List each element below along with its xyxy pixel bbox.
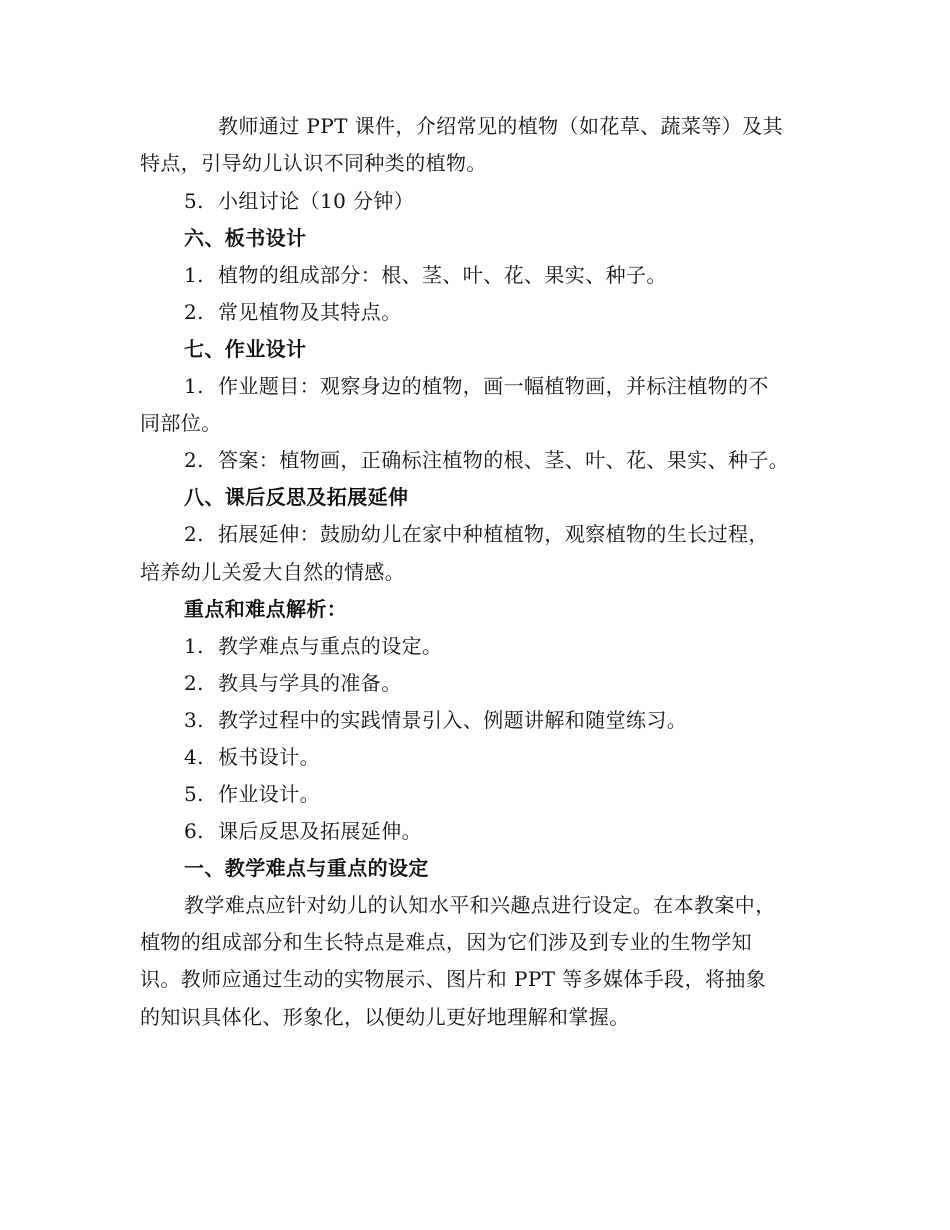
section-heading: 七、作业设计: [184, 337, 307, 361]
list-item: [184, 300, 402, 324]
paragraph-line: 识。教师应通过生动的实物展示、图片和 PPT 等多媒体手段，将抽象: [140, 967, 767, 991]
list-item: [184, 819, 422, 843]
list-number: 4.: [184, 745, 204, 769]
list-item: [184, 782, 320, 806]
paragraph-line: 教学难点应针对幼儿的认知水平和兴趣点进行设定。在本教案中，: [184, 893, 776, 917]
paragraph-line: 的知识具体化、形象化，以便幼儿更好地理解和掌握。: [140, 1005, 630, 1029]
paragraph-line: 教师通过 PPT 课件，介绍常见的植物（如花草、蔬菜等）及其: [218, 114, 783, 138]
list-item: [184, 448, 789, 472]
list-item: [184, 374, 769, 398]
list-item-continuation: 同部位。: [140, 411, 222, 435]
list-item: [184, 708, 687, 732]
list-text: 作业设计。: [218, 782, 320, 806]
section-heading: 一、教学难点与重点的设定: [184, 856, 429, 880]
list-text: 课后反思及拓展延伸。: [218, 819, 422, 843]
list-number: 6.: [184, 819, 204, 843]
list-number: 5.: [184, 189, 204, 213]
list-number: 1.: [184, 634, 204, 658]
list-text: 答案：植物画，正确标注植物的根、茎、叶、花、果实、种子。: [218, 448, 790, 472]
list-text: 板书设计。: [218, 745, 320, 769]
list-item: [184, 671, 402, 695]
list-item: [184, 263, 667, 287]
paragraph-line: 特点，引导幼儿认识不同种类的植物。: [140, 151, 487, 175]
section-heading: 六、板书设计: [184, 226, 307, 250]
list-number: 2.: [184, 448, 204, 472]
list-text: 教学过程中的实践情景引入、例题讲解和随堂练习。: [218, 708, 688, 732]
list-number: 3.: [184, 708, 204, 732]
list-number: 2.: [184, 300, 204, 324]
list-number: 1.: [184, 263, 204, 287]
list-text: 作业题目：观察身边的植物，画一幅植物画，并标注植物的不: [218, 374, 769, 398]
list-text: 小组讨论（10 分钟）: [218, 189, 415, 213]
list-item: [184, 634, 442, 658]
list-item: [184, 189, 414, 213]
list-item-continuation: 培养幼儿关爱大自然的情感。: [140, 560, 406, 584]
list-number: 2.: [184, 522, 204, 546]
list-number: 1.: [184, 374, 204, 398]
list-item: [184, 745, 320, 769]
list-text: 教学难点与重点的设定。: [218, 634, 443, 658]
list-text: 常见植物及其特点。: [218, 300, 402, 324]
list-text: 拓展延伸：鼓励幼儿在家中种植植物，观察植物的生长过程，: [218, 522, 769, 546]
list-text: 植物的组成部分：根、茎、叶、花、果实、种子。: [218, 263, 667, 287]
analysis-heading: 重点和难点解析：: [184, 597, 348, 621]
list-number: 2.: [184, 671, 204, 695]
list-number: 5.: [184, 782, 204, 806]
list-item: [184, 522, 769, 546]
paragraph-line: 植物的组成部分和生长特点是难点，因为它们涉及到专业的生物学知: [140, 930, 752, 954]
section-heading: 八、课后反思及拓展延伸: [184, 485, 409, 509]
list-text: 教具与学具的准备。: [218, 671, 402, 695]
